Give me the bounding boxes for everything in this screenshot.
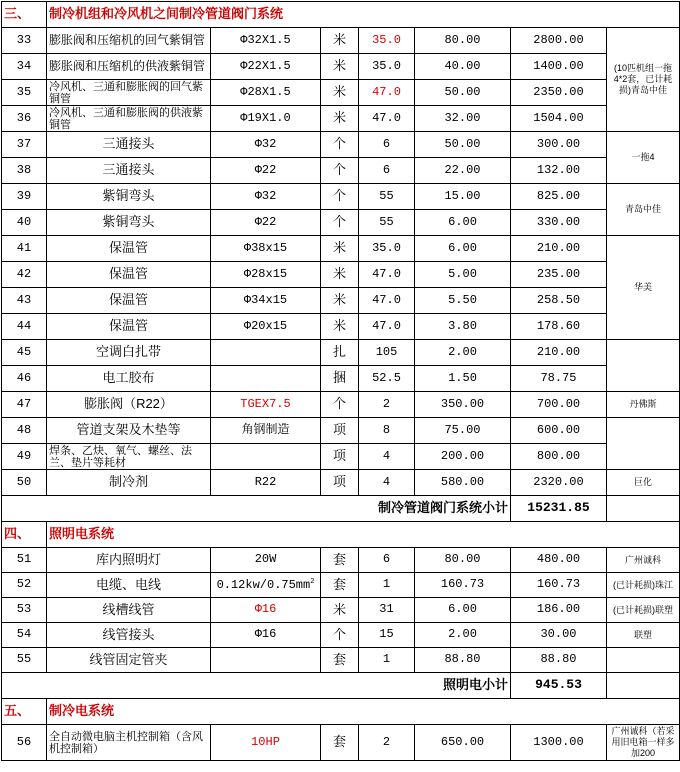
amount-cell[interactable]: 700.00: [511, 392, 607, 418]
table-row: [2, 54, 680, 80]
spec-cell[interactable]: [211, 366, 321, 392]
item-name-cell[interactable]: 线管接头: [47, 623, 211, 648]
section-header-row: [2, 699, 680, 725]
remark-cell[interactable]: [607, 648, 680, 673]
subtotal-label[interactable]: 制冷管道阀门系统小计: [2, 496, 511, 522]
spec-cell[interactable]: [211, 548, 321, 573]
spec-text: TGEX7.5: [240, 396, 291, 411]
spec-text: Φ32X1.5: [240, 32, 291, 47]
table-row: [2, 236, 680, 262]
table-row: [2, 392, 680, 418]
remark-cell[interactable]: 联塑: [607, 623, 680, 648]
item-name-cell[interactable]: 保温管: [47, 262, 211, 288]
row-number-cell[interactable]: 51: [2, 548, 47, 573]
row-number-cell[interactable]: 43: [2, 288, 47, 314]
unit-cell[interactable]: 扎: [321, 340, 359, 366]
quantity-cell[interactable]: 2: [359, 392, 415, 418]
table-row: [2, 470, 680, 496]
amount-cell[interactable]: 210.00: [511, 340, 607, 366]
item-name-cell[interactable]: 保温管: [47, 314, 211, 340]
table-row: [2, 106, 680, 132]
unit-price-cell[interactable]: 75.00: [415, 418, 511, 444]
section-header-row: [2, 2, 680, 28]
section-header-row: [2, 522, 680, 548]
row-number-cell[interactable]: 41: [2, 236, 47, 262]
row-number-cell[interactable]: 36: [2, 106, 47, 132]
quantity-cell[interactable]: 47.0: [359, 80, 415, 106]
spec-text: 角钢制造: [241, 422, 290, 437]
table-row: [2, 548, 680, 573]
spec-cell[interactable]: [211, 106, 321, 132]
amount-cell[interactable]: 2320.00: [511, 470, 607, 496]
row-number-cell[interactable]: 45: [2, 340, 47, 366]
quantity-cell[interactable]: 31: [359, 598, 415, 623]
quantity-cell[interactable]: 8: [359, 418, 415, 444]
unit-cell[interactable]: 米: [321, 28, 359, 54]
spec-text: Φ19X1.0: [240, 110, 291, 125]
spreadsheet-table: [1, 1, 680, 761]
spec-text: Φ28x15: [243, 266, 288, 281]
spec-cell[interactable]: [211, 28, 321, 54]
row-number-cell[interactable]: 56: [2, 725, 47, 761]
unit-price-cell[interactable]: 80.00: [415, 28, 511, 54]
unit-price-cell[interactable]: 2.00: [415, 623, 511, 648]
amount-cell[interactable]: 30.00: [511, 623, 607, 648]
spec-cell[interactable]: [211, 314, 321, 340]
unit-cell[interactable]: 项: [321, 470, 359, 496]
amount-cell[interactable]: 88.80: [511, 648, 607, 673]
quantity-cell[interactable]: 1: [359, 648, 415, 673]
item-name-cell[interactable]: 制冷剂: [47, 470, 211, 496]
amount-cell[interactable]: 132.00: [511, 158, 607, 184]
unit-cell[interactable]: 米: [321, 80, 359, 106]
item-name-cell[interactable]: 三通接头: [47, 158, 211, 184]
amount-cell[interactable]: 800.00: [511, 444, 607, 470]
row-number-cell[interactable]: 40: [2, 210, 47, 236]
unit-cell[interactable]: 套: [321, 548, 359, 573]
amount-cell[interactable]: 186.00: [511, 598, 607, 623]
remark-cell[interactable]: [607, 418, 680, 470]
table-row: [2, 262, 680, 288]
row-number-cell[interactable]: 49: [2, 444, 47, 470]
unit-price-cell[interactable]: 1.50: [415, 366, 511, 392]
amount-cell[interactable]: 178.60: [511, 314, 607, 340]
spec-text: Φ32: [254, 188, 277, 203]
spec-text: Φ16: [254, 627, 277, 642]
item-name-cell[interactable]: 紫铜弯头: [47, 184, 211, 210]
quantity-cell[interactable]: 15: [359, 623, 415, 648]
unit-cell[interactable]: 项: [321, 418, 359, 444]
spec-text: Φ34x15: [243, 292, 288, 307]
amount-cell[interactable]: 330.00: [511, 210, 607, 236]
unit-cell[interactable]: 个: [321, 158, 359, 184]
unit-price-cell[interactable]: 80.00: [415, 548, 511, 573]
row-number-cell[interactable]: 39: [2, 184, 47, 210]
row-number-cell[interactable]: 44: [2, 314, 47, 340]
quantity-cell[interactable]: 6: [359, 132, 415, 158]
spec-cell[interactable]: [211, 648, 321, 673]
table-row: [2, 598, 680, 623]
table-row: [2, 210, 680, 236]
subtotal-row: [2, 673, 680, 699]
quantity-cell[interactable]: 47.0: [359, 262, 415, 288]
spec-cell[interactable]: [211, 573, 321, 598]
quantity-cell[interactable]: 52.5: [359, 366, 415, 392]
item-name-cell[interactable]: 焊条、乙炔、氧气、螺丝、法兰、垫片等耗材: [47, 444, 211, 470]
remark-cell[interactable]: 青岛中佳: [607, 184, 680, 236]
remark-cell[interactable]: (已计耗损)珠江: [607, 573, 680, 598]
spec-text: Φ22: [254, 214, 277, 229]
spec-text: 0.12kw/0.75mm: [216, 577, 311, 592]
unit-cell[interactable]: 米: [321, 106, 359, 132]
spec-cell[interactable]: [211, 598, 321, 623]
unit-cell[interactable]: 米: [321, 314, 359, 340]
item-name-cell[interactable]: 管道支架及木垫等: [47, 418, 211, 444]
subtotal-value[interactable]: 945.53: [511, 673, 607, 699]
item-name-cell[interactable]: 保温管: [47, 288, 211, 314]
spec-cell[interactable]: [211, 340, 321, 366]
remark-cell[interactable]: 丹佛斯: [607, 392, 680, 418]
empty-cell[interactable]: [607, 673, 680, 699]
item-name-cell[interactable]: 膨胀阀（R22）: [47, 392, 211, 418]
remark-cell[interactable]: 一拖4: [607, 132, 680, 184]
item-name-cell[interactable]: 紫铜弯头: [47, 210, 211, 236]
unit-price-cell[interactable]: 650.00: [415, 725, 511, 761]
unit-cell[interactable]: 个: [321, 210, 359, 236]
row-number-cell[interactable]: 34: [2, 54, 47, 80]
quantity-cell[interactable]: 47.0: [359, 314, 415, 340]
spec-cell[interactable]: [211, 80, 321, 106]
table-row: [2, 184, 680, 210]
section-number[interactable]: 五、: [2, 699, 47, 725]
unit-price-cell[interactable]: 5.50: [415, 288, 511, 314]
row-number-cell[interactable]: 42: [2, 262, 47, 288]
unit-price-cell[interactable]: 350.00: [415, 392, 511, 418]
unit-cell[interactable]: 套: [321, 725, 359, 761]
remark-cell[interactable]: 华美: [607, 236, 680, 340]
section-number[interactable]: 四、: [2, 522, 47, 548]
spec-text: 20W: [254, 552, 277, 567]
spec-text: 10HP: [251, 734, 280, 749]
table-row: [2, 28, 680, 54]
quantity-cell[interactable]: 35.0: [359, 236, 415, 262]
spec-cell[interactable]: [211, 184, 321, 210]
item-name-cell[interactable]: 膨胀阀和压缩机的供液紫铜管: [47, 54, 211, 80]
unit-cell[interactable]: 米: [321, 598, 359, 623]
row-number-cell[interactable]: 38: [2, 158, 47, 184]
unit-cell[interactable]: 米: [321, 262, 359, 288]
unit-price-cell[interactable]: 2.00: [415, 340, 511, 366]
amount-cell[interactable]: 235.00: [511, 262, 607, 288]
spec-cell[interactable]: [211, 444, 321, 470]
spec-cell[interactable]: [211, 54, 321, 80]
unit-price-cell[interactable]: 3.80: [415, 314, 511, 340]
item-name-cell[interactable]: 冷风机、三通和膨胀阀的回气紫铜管: [47, 80, 211, 106]
table-row: [2, 573, 680, 598]
item-name-cell[interactable]: 保温管: [47, 236, 211, 262]
spec-text: Φ16: [254, 602, 277, 617]
quantity-cell[interactable]: 35.0: [359, 28, 415, 54]
quantity-cell[interactable]: 2: [359, 725, 415, 761]
unit-cell[interactable]: 捆: [321, 366, 359, 392]
subtotal-row: [2, 496, 680, 522]
row-number-cell[interactable]: 46: [2, 366, 47, 392]
quantity-cell[interactable]: 47.0: [359, 106, 415, 132]
spec-text: Φ32: [254, 136, 277, 151]
spec-superscript: 2: [310, 577, 315, 586]
quantity-cell[interactable]: 6: [359, 158, 415, 184]
spec-text: Φ28X1.5: [240, 84, 291, 99]
quantity-cell[interactable]: 55: [359, 184, 415, 210]
unit-price-cell[interactable]: 40.00: [415, 54, 511, 80]
unit-price-cell[interactable]: 6.00: [415, 598, 511, 623]
spec-cell[interactable]: [211, 262, 321, 288]
unit-price-cell[interactable]: 50.00: [415, 132, 511, 158]
row-number-cell[interactable]: 50: [2, 470, 47, 496]
unit-cell[interactable]: 项: [321, 444, 359, 470]
table-row: [2, 80, 680, 106]
unit-cell[interactable]: 套: [321, 573, 359, 598]
quantity-cell[interactable]: 6: [359, 548, 415, 573]
spec-cell[interactable]: [211, 418, 321, 444]
row-number-cell[interactable]: 53: [2, 598, 47, 623]
amount-cell[interactable]: 480.00: [511, 548, 607, 573]
spec-cell[interactable]: [211, 623, 321, 648]
table-row: [2, 725, 680, 761]
table-row: [2, 132, 680, 158]
amount-cell[interactable]: 300.00: [511, 132, 607, 158]
table-row: [2, 340, 680, 366]
table-row: [2, 444, 680, 470]
amount-cell[interactable]: 600.00: [511, 418, 607, 444]
unit-price-cell[interactable]: 580.00: [415, 470, 511, 496]
row-number-cell[interactable]: 33: [2, 28, 47, 54]
spec-cell[interactable]: [211, 392, 321, 418]
item-name-cell[interactable]: 线管固定管夹: [47, 648, 211, 673]
amount-cell[interactable]: 2350.00: [511, 80, 607, 106]
unit-price-cell[interactable]: 6.00: [415, 236, 511, 262]
spec-text: Φ22: [254, 162, 277, 177]
remark-cell[interactable]: [607, 340, 680, 392]
table-row: [2, 418, 680, 444]
amount-cell[interactable]: 258.50: [511, 288, 607, 314]
section-number[interactable]: 三、: [2, 2, 47, 28]
spec-cell[interactable]: [211, 158, 321, 184]
remark-cell[interactable]: 广州诚科（若采用旧电箱一样多加200: [607, 725, 680, 761]
row-number-cell[interactable]: 47: [2, 392, 47, 418]
amount-cell[interactable]: 210.00: [511, 236, 607, 262]
unit-cell[interactable]: 个: [321, 623, 359, 648]
quantity-cell[interactable]: 55: [359, 210, 415, 236]
unit-price-cell[interactable]: 5.00: [415, 262, 511, 288]
spec-text: Φ22X1.5: [240, 58, 291, 73]
section-title[interactable]: 照明电系统: [47, 522, 680, 548]
amount-cell[interactable]: 1400.00: [511, 54, 607, 80]
row-number-cell[interactable]: 48: [2, 418, 47, 444]
quantity-cell[interactable]: 47.0: [359, 288, 415, 314]
unit-price-cell[interactable]: 160.73: [415, 573, 511, 598]
remark-cell[interactable]: (已计耗损)联塑: [607, 598, 680, 623]
empty-cell[interactable]: [607, 496, 680, 522]
item-name-cell[interactable]: 膨胀阀和压缩机的回气紫铜管: [47, 28, 211, 54]
unit-cell[interactable]: 个: [321, 132, 359, 158]
row-number-cell[interactable]: 55: [2, 648, 47, 673]
unit-price-cell[interactable]: 22.00: [415, 158, 511, 184]
unit-price-cell[interactable]: 6.00: [415, 210, 511, 236]
unit-cell[interactable]: 个: [321, 184, 359, 210]
spec-text: Φ20x15: [243, 318, 288, 333]
item-name-cell[interactable]: 空调白扎带: [47, 340, 211, 366]
section-title[interactable]: 制冷机组和冷风机之间制冷管道阀门系统: [47, 2, 680, 28]
amount-cell[interactable]: 1504.00: [511, 106, 607, 132]
row-number-cell[interactable]: 52: [2, 573, 47, 598]
spec-cell[interactable]: [211, 210, 321, 236]
spec-text: Φ38x15: [243, 240, 288, 255]
spec-cell[interactable]: [211, 725, 321, 761]
item-name-cell[interactable]: 冷风机、三通和膨胀阀的供液紫铜管: [47, 106, 211, 132]
unit-cell[interactable]: 个: [321, 392, 359, 418]
quantity-cell[interactable]: 1: [359, 573, 415, 598]
unit-cell[interactable]: 米: [321, 288, 359, 314]
table-row: [2, 366, 680, 392]
spec-text: R22: [254, 474, 277, 489]
item-name-cell[interactable]: 全自动微电脑主机控制箱（含风机控制箱）: [47, 725, 211, 761]
subtotal-label[interactable]: 照明电小计: [2, 673, 511, 699]
remark-cell[interactable]: (10匹机组一拖4*2套，已计耗损)青岛中佳: [607, 28, 680, 132]
subtotal-value[interactable]: 15231.85: [511, 496, 607, 522]
row-number-cell[interactable]: 54: [2, 623, 47, 648]
quantity-cell[interactable]: 35.0: [359, 54, 415, 80]
spec-cell[interactable]: [211, 132, 321, 158]
section-title[interactable]: 制冷电系统: [47, 699, 680, 725]
remark-cell[interactable]: 巨化: [607, 470, 680, 496]
amount-cell[interactable]: 160.73: [511, 573, 607, 598]
amount-cell[interactable]: 2800.00: [511, 28, 607, 54]
item-name-cell[interactable]: 电缆、电线: [47, 573, 211, 598]
amount-cell[interactable]: 78.75: [511, 366, 607, 392]
row-number-cell[interactable]: 35: [2, 80, 47, 106]
table-row: [2, 623, 680, 648]
unit-price-cell[interactable]: 200.00: [415, 444, 511, 470]
table-row: [2, 648, 680, 673]
item-name-cell[interactable]: 电工胶布: [47, 366, 211, 392]
item-name-cell[interactable]: 线槽线管: [47, 598, 211, 623]
table-row: [2, 288, 680, 314]
remark-cell[interactable]: 广州诚科: [607, 548, 680, 573]
unit-cell[interactable]: 米: [321, 236, 359, 262]
table-row: [2, 314, 680, 340]
quantity-cell[interactable]: 105: [359, 340, 415, 366]
spec-cell[interactable]: [211, 288, 321, 314]
spec-cell[interactable]: [211, 236, 321, 262]
unit-price-cell[interactable]: 15.00: [415, 184, 511, 210]
item-name-cell[interactable]: 库内照明灯: [47, 548, 211, 573]
amount-cell[interactable]: 1300.00: [511, 725, 607, 761]
spec-cell[interactable]: [211, 470, 321, 496]
amount-cell[interactable]: 825.00: [511, 184, 607, 210]
quantity-cell[interactable]: 4: [359, 470, 415, 496]
quantity-cell[interactable]: 4: [359, 444, 415, 470]
unit-price-cell[interactable]: 88.80: [415, 648, 511, 673]
unit-cell[interactable]: 套: [321, 648, 359, 673]
unit-price-cell[interactable]: 32.00: [415, 106, 511, 132]
unit-price-cell[interactable]: 50.00: [415, 80, 511, 106]
item-name-cell[interactable]: 三通接头: [47, 132, 211, 158]
row-number-cell[interactable]: 37: [2, 132, 47, 158]
table-row: [2, 158, 680, 184]
unit-cell[interactable]: 米: [321, 54, 359, 80]
